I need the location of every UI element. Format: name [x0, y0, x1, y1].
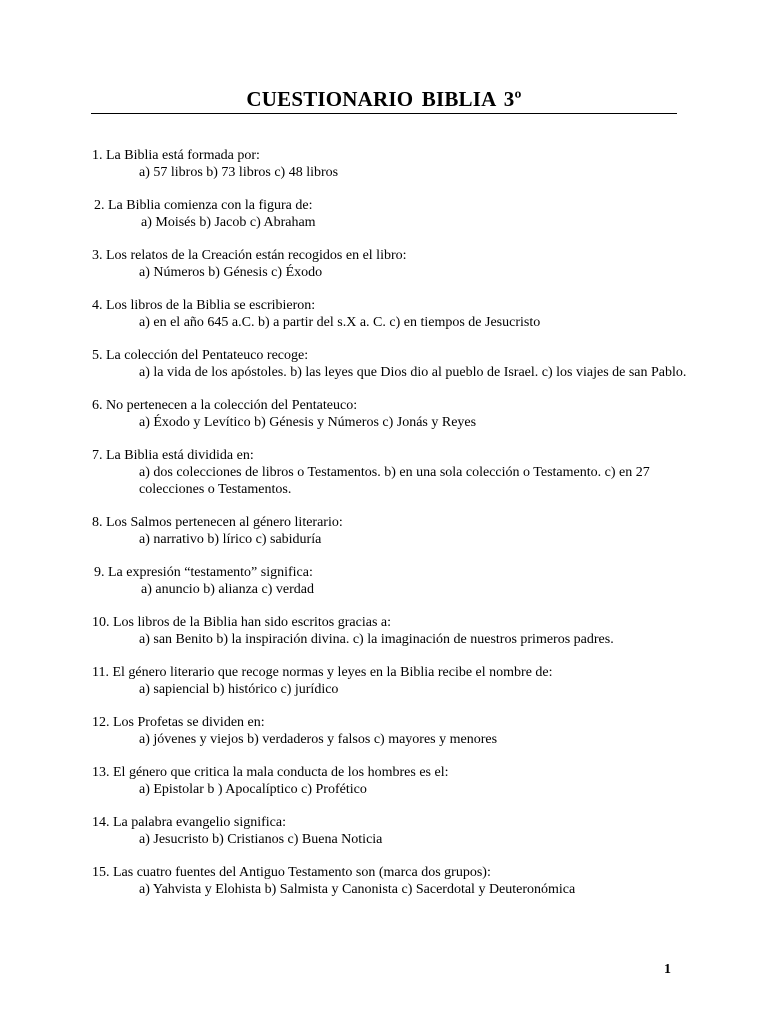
- question-item: [92, 197, 692, 231]
- question-text: 3. Los relatos de la Creación están recogidos en el libro:: [92, 248, 407, 263]
- question-text: 8. Los Salmos pertenecen al género literario:: [92, 515, 343, 530]
- question-text: 11. El género literario que recoge normas y leyes en la Biblia recibe el nombre de:: [92, 665, 553, 680]
- question-answers: a) Jesucristo b) Cristianos c) Buena Noticia: [139, 832, 383, 847]
- question-item: [92, 664, 692, 698]
- question-item: [92, 564, 692, 598]
- question-text: 13. El género que critica la mala conducta de los hombres es el:: [92, 765, 449, 780]
- question-answers: a) Números b) Génesis c) Éxodo: [139, 265, 323, 280]
- question-item: [92, 864, 692, 898]
- question-item: [92, 764, 692, 798]
- question-item: [92, 614, 692, 648]
- question-answers: a) Moisés b) Jacob c) Abraham: [141, 215, 316, 230]
- question-answers: a) jóvenes y viejos b) verdaderos y falsos c) mayores y menores: [139, 732, 498, 747]
- title-block: [91, 88, 677, 114]
- question-text: 2. La Biblia comienza con la figura de:: [94, 198, 313, 213]
- question-text: 9. La expresión “testamento” significa:: [94, 565, 313, 580]
- question-text: 14. La palabra evangelio significa:: [92, 815, 286, 830]
- question-answers: a) anuncio b) alianza c) verdad: [141, 582, 314, 597]
- question-answers: a) dos colecciones de libros o Testamentos. b) en una sola colección o Testamento. c) en 27 colecciones o Testamentos.: [139, 465, 650, 497]
- question-text: 1. La Biblia está formada por:: [92, 148, 260, 163]
- question-answers: a) sapiencial b) histórico c) jurídico: [139, 682, 339, 697]
- question-text: 5. La colección del Pentateuco recoge:: [92, 348, 309, 363]
- question-text: 4. Los libros de la Biblia se escribieron:: [92, 298, 316, 313]
- question-text: 7. La Biblia está dividida en:: [92, 448, 254, 463]
- question-text: 10. Los libros de la Biblia han sido escritos gracias a:: [92, 615, 391, 630]
- question-answers: a) narrativo b) lírico c) sabiduría: [139, 532, 322, 547]
- question-item: [92, 147, 692, 181]
- question-answers: a) Epistolar b ) Apocalíptico c) Profético: [139, 782, 367, 797]
- question-answers: a) la vida de los apóstoles. b) las leyes que Dios dio al pueblo de Israel. c) los viajes de san Pablo.: [139, 365, 687, 380]
- question-answers: a) Éxodo y Levítico b) Génesis y Números c) Jonás y Reyes: [139, 415, 477, 430]
- question-answers: a) san Benito b) la inspiración divina. c) la imaginación de nuestros primeros padres.: [139, 632, 614, 647]
- question-item: [92, 297, 692, 331]
- question-item: [92, 447, 692, 498]
- question-text: 6. No pertenecen a la colección del Pentateuco:: [92, 398, 358, 413]
- question-answers: a) 57 libros b) 73 libros c) 48 libros: [139, 165, 339, 180]
- question-item: [92, 514, 692, 548]
- question-item: [92, 247, 692, 281]
- page-number: 1: [664, 962, 671, 977]
- question-text: 12. Los Profetas se dividen en:: [92, 715, 265, 730]
- question-text: 15. Las cuatro fuentes del Antiguo Testamento son (marca dos grupos):: [92, 865, 491, 880]
- question-item: [92, 397, 692, 431]
- question-item: [92, 714, 692, 748]
- question-answers: a) Yahvista y Elohista b) Salmista y Canonista c) Sacerdotal y Deuteronómica: [139, 882, 576, 897]
- page-title: CUESTIONARIO BIBLIA 3º: [246, 87, 522, 111]
- question-item: [92, 814, 692, 848]
- question-list: [92, 147, 692, 914]
- question-answers: a) en el año 645 a.C. b) a partir del s.X a. C. c) en tiempos de Jesucristo: [139, 315, 541, 330]
- question-item: [92, 347, 692, 381]
